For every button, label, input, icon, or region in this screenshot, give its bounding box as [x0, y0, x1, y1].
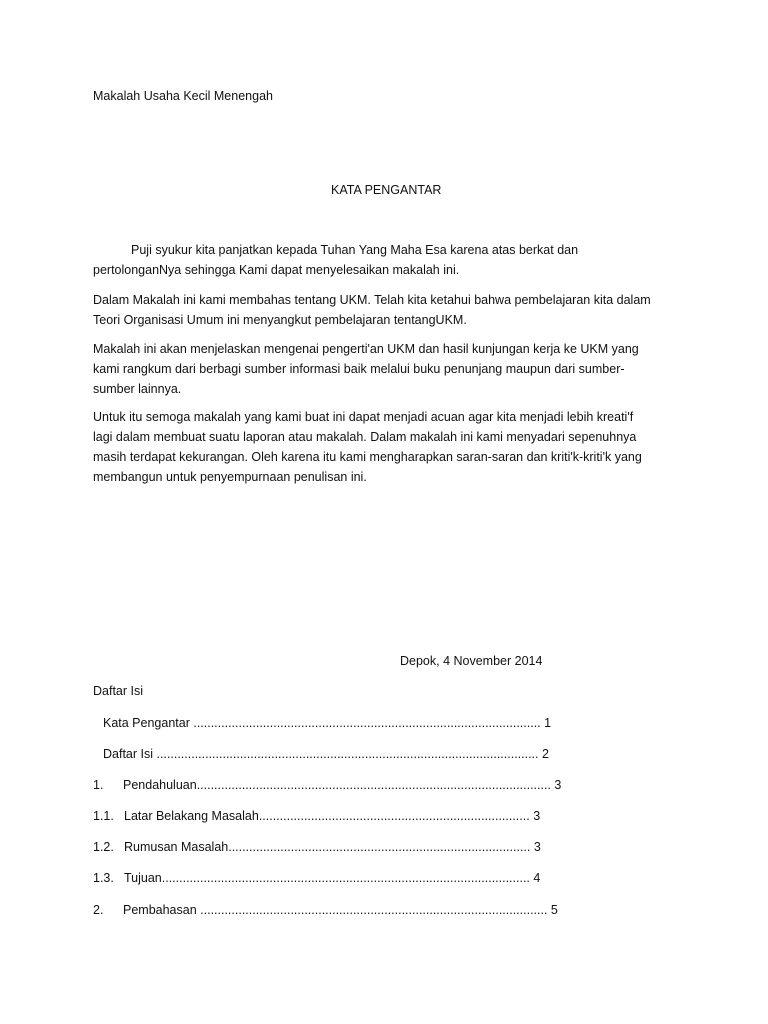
toc-entry-leader: .............................................................................. — [258, 809, 530, 823]
paragraph-line: lagi dalam membuat suatu laporan atau makalah. Dalam makalah ini kami menyadari sepenuhnya — [93, 430, 637, 444]
toc-entry-page: 3 — [533, 809, 541, 823]
toc-entry-label: Kata Pengantar — [103, 716, 190, 730]
toc-entry-rumusan-masalah[interactable] — [93, 837, 541, 857]
preface-paragraph-1 — [93, 240, 663, 280]
toc-entry-leader: .......................................................................................................... — [161, 871, 530, 885]
toc-entry-page: 3 — [554, 778, 562, 792]
toc-entry-pendahuluan[interactable] — [93, 775, 561, 795]
toc-entry-label: Rumusan Masalah — [124, 840, 229, 854]
preface-paragraph-3 — [93, 339, 663, 399]
paragraph-line: Teori Organisasi Umum ini menyangkut pembelajaran tentangUKM. — [93, 313, 467, 327]
toc-entry-number: 1.3. — [93, 871, 114, 885]
toc-entry-number: 1.1. — [93, 809, 114, 823]
toc-entry-page: 2 — [542, 747, 549, 761]
preface-paragraph-2 — [93, 290, 663, 330]
toc-entry-tujuan[interactable] — [93, 868, 540, 888]
toc-entry-number: 1. — [93, 778, 104, 792]
preface-paragraph-4 — [93, 407, 663, 487]
paragraph-line: sumber lainnya. — [93, 382, 182, 396]
paragraph-line: Dalam Makalah ini kami membahas tentang UKM. Telah kita ketahui bahwa pembelajaran kita dalam — [93, 293, 651, 307]
toc-entry-latar-belakang[interactable] — [93, 806, 540, 826]
toc-entry-daftar-isi[interactable] — [103, 744, 549, 764]
toc-entry-label: Daftar Isi — [103, 747, 154, 761]
paragraph-line: Untuk itu semoga makalah yang kami buat ini dapat menjadi acuan agar kita menjadi lebih kreati'f — [93, 410, 634, 424]
toc-entry-number: 2. — [93, 903, 104, 917]
toc-entry-page: 1 — [544, 716, 552, 730]
toc-entry-label: Latar Belakang Masalah — [124, 809, 259, 823]
paragraph-line: Puji syukur kita panjatkan kepada Tuhan Yang Maha Esa karena atas berkat dan — [131, 243, 579, 257]
toc-entry-page: 4 — [533, 871, 541, 885]
paragraph-line: kami rangkum dari berbagi sumber informasi baik melalui buku penunjang maupun dari sumber- — [93, 362, 625, 376]
toc-entry-pembahasan[interactable] — [93, 900, 558, 920]
toc-entry-leader: .................................................................................................... — [189, 716, 541, 730]
preface-heading: KATA PENGANTAR — [331, 183, 442, 197]
paragraph-line: pertolonganNya sehingga Kami dapat menyelesaikan makalah ini. — [93, 263, 460, 277]
toc-entry-label: Pendahuluan — [123, 778, 197, 792]
toc-entry-label: Pembahasan — [123, 903, 197, 917]
toc-entry-page: 3 — [533, 840, 541, 854]
toc-entry-leader: .................................................................................................... — [196, 903, 548, 917]
toc-entry-leader: .............................................................................................................. — [153, 747, 539, 761]
document-title: Makalah Usaha Kecil Menengah — [93, 89, 273, 103]
paragraph-line: Makalah ini akan menjelaskan mengenai pengerti'an UKM dan hasil kunjungan kerja ke UKM yang — [93, 342, 639, 356]
paragraph-line: membangun untuk penyempurnaan penulisan ini. — [93, 470, 367, 484]
place-date: Depok, 4 November 2014 — [400, 654, 543, 668]
toc-entry-leader: ...................................................................................................... — [196, 778, 551, 792]
toc-entry-label: Tujuan — [124, 871, 162, 885]
paragraph-line: masih terdapat kekurangan. Oleh karena itu kami mengharapkan saran-saran dan kriti'k-kriti'k yang — [93, 450, 642, 464]
toc-entry-number: 1.2. — [93, 840, 114, 854]
toc-entry-page: 5 — [550, 903, 558, 917]
toc-heading: Daftar Isi — [93, 684, 144, 698]
toc-entry-leader: ....................................................................................... — [228, 840, 531, 854]
toc-entry-kata-pengantar[interactable] — [103, 713, 551, 733]
